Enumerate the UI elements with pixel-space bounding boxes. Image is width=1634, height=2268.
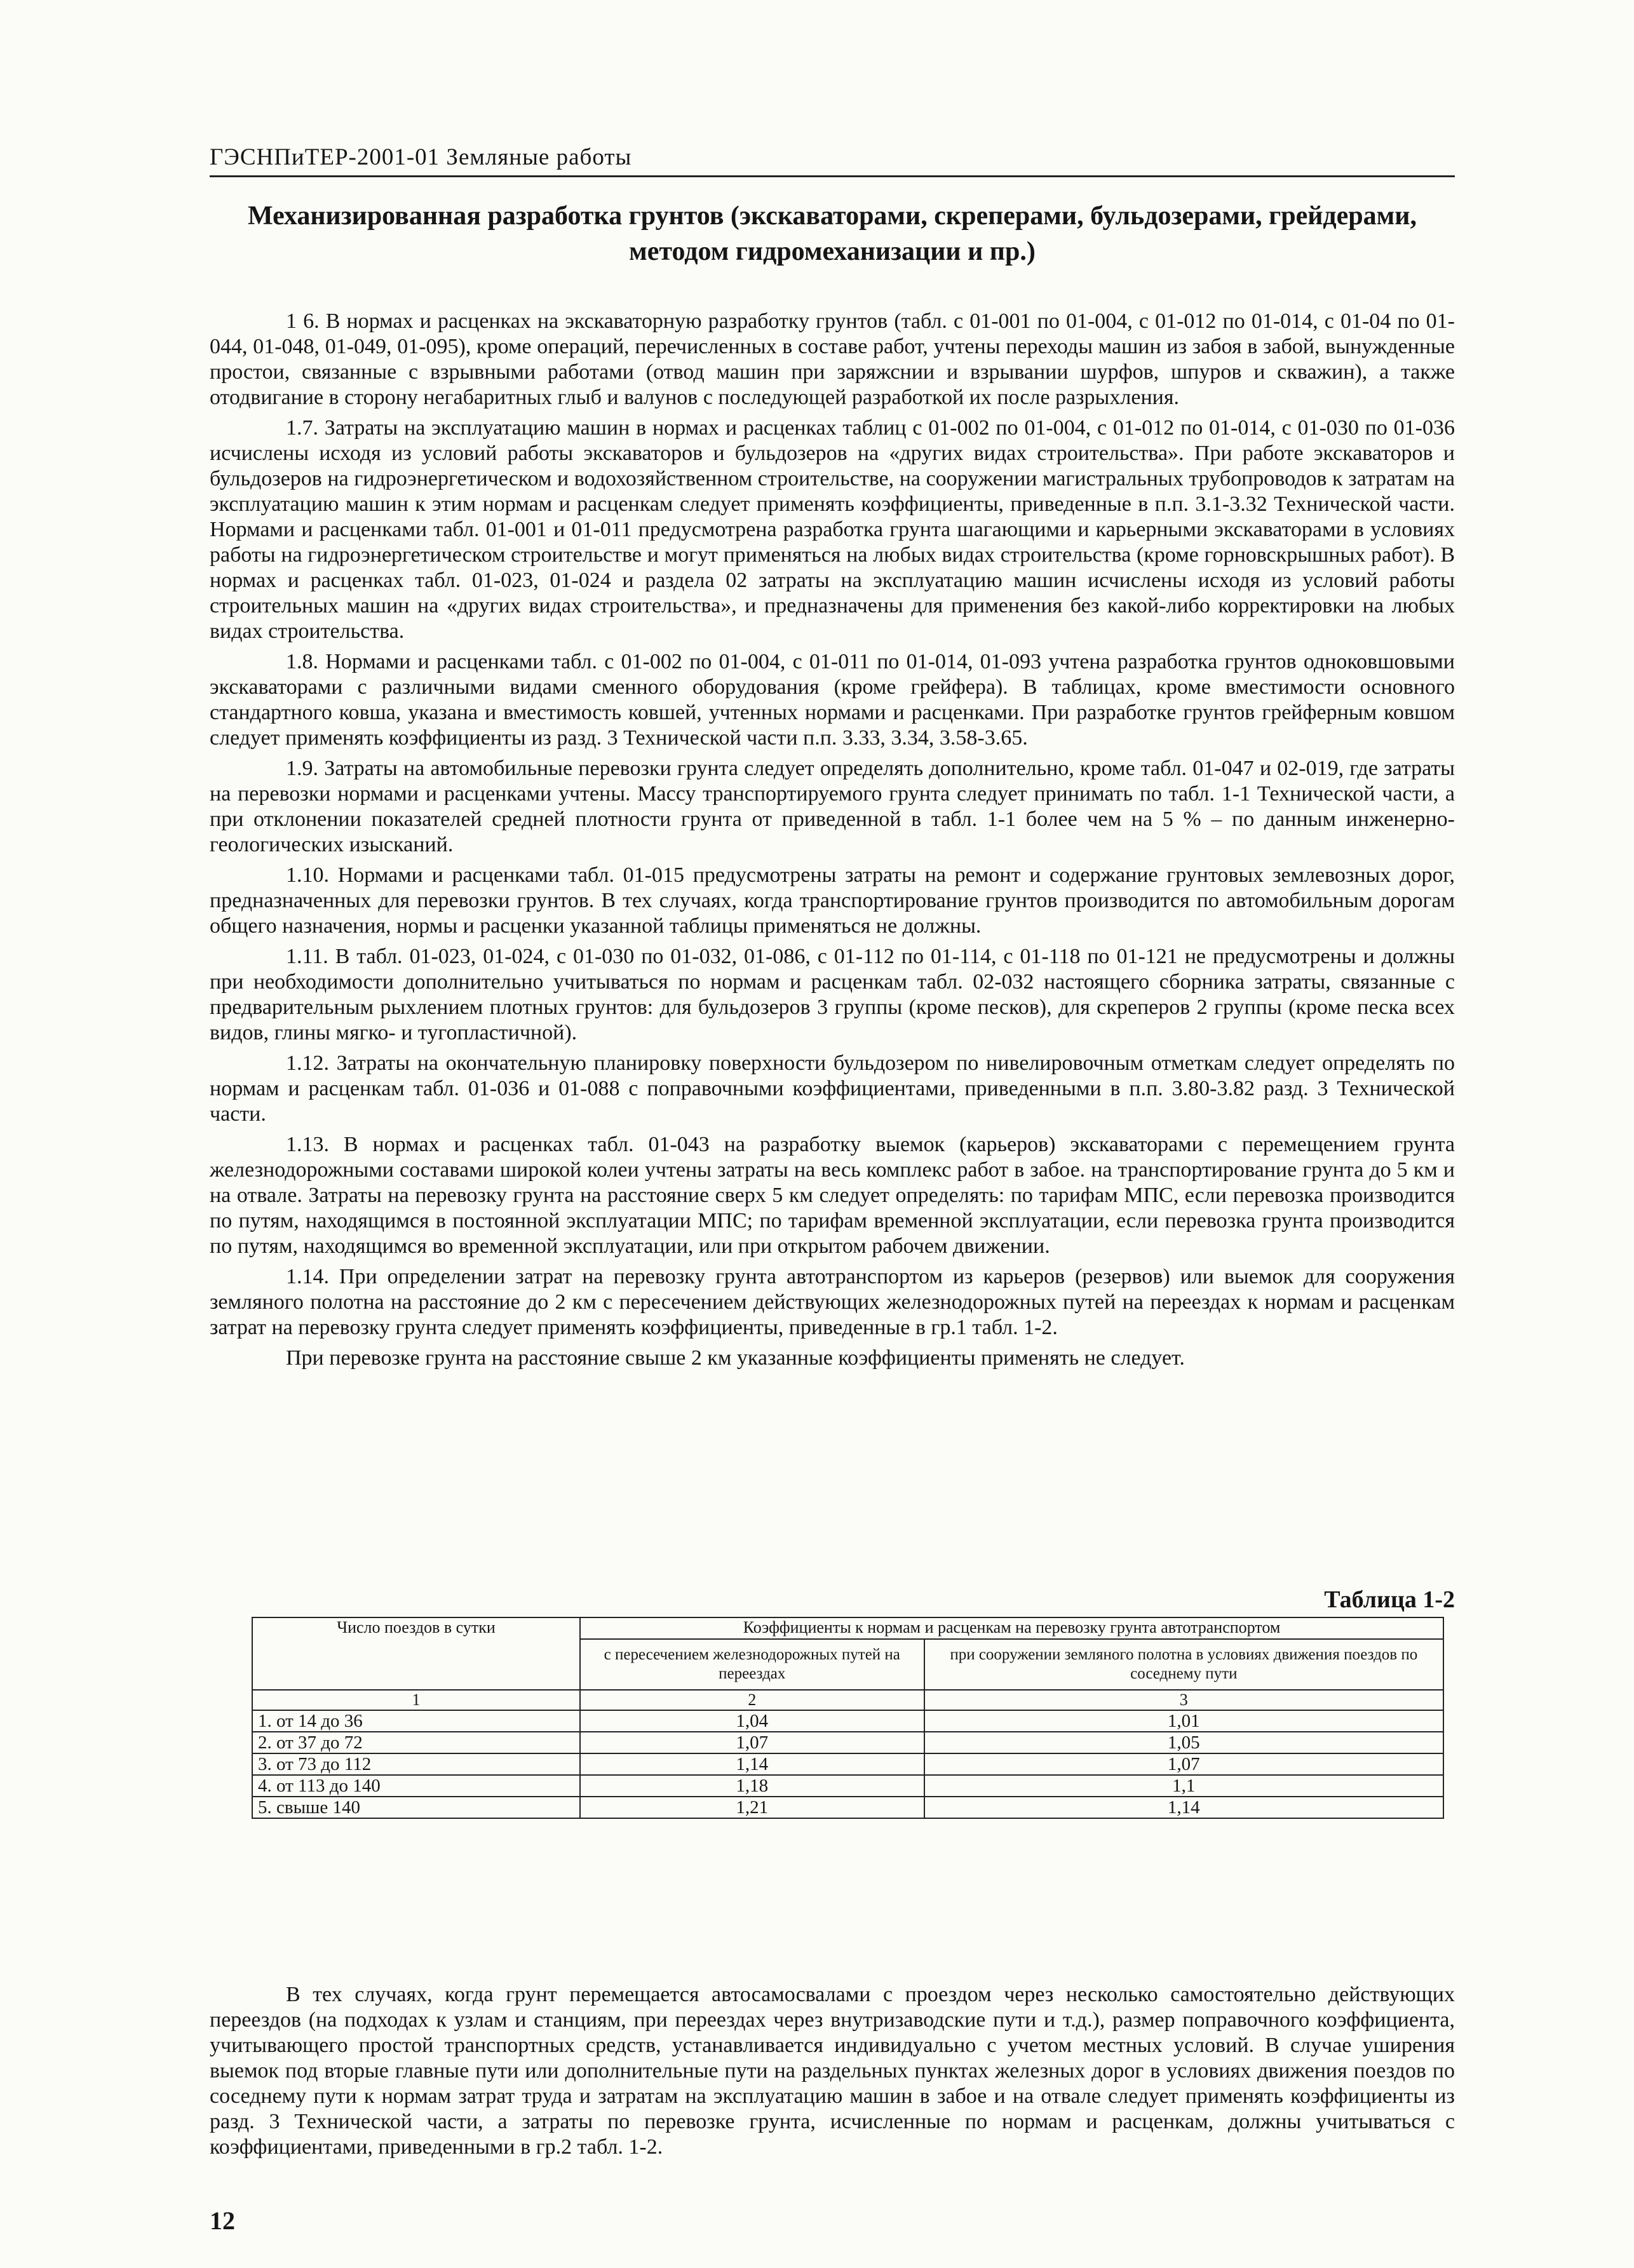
- table-cell-trains: 5. свыше 140: [252, 1797, 580, 1818]
- table-cell-coef-adjacent: 1,07: [924, 1753, 1443, 1775]
- table-cell-coef-crossings: 1,18: [580, 1775, 924, 1797]
- section-title-line-1: Механизированная разработка грунтов (экскаваторами, скреперами, бульдозерами, грейдерами,: [248, 201, 1417, 231]
- table-caption: Таблица 1-2: [1324, 1586, 1455, 1613]
- paragraph-1-10: 1.10. Нормами и расценками табл. 01-015 предусмотрены затраты на ремонт и содержание грунтовых землевозных дорог, предназначенных для перевозки грунтов. В тех случаях, когда транспортирование грунтов производится по автомобильным дорогам общего назначения, нормы и расценки указанной таблицы применяться не должны.: [210, 863, 1455, 938]
- after-table-text: [210, 1982, 1455, 2160]
- table-cell-trains: 1. от 14 до 36: [252, 1710, 580, 1732]
- paragraph-distance-note: При перевозке грунта на расстояние свыше 2 км указанные коэффициенты применять не следует.: [286, 1346, 1185, 1370]
- table-column-number: 2: [580, 1690, 924, 1710]
- table-cell-coef-crossings: 1,04: [580, 1710, 924, 1732]
- table-column-numbers: [252, 1690, 1443, 1710]
- paragraph-several-crossings: В тех случаях, когда грунт перемещается автосамосвалами с проездом через несколько самостоятельно действующих переездов (на подходах к узлам и станциям, при переездах через внутризаводские пути и т.д.), размер поправочного коэффициента, учитывающего простой транспортных средств, устанавливается индивидуально с учетом местных условий. В случае уширения выемок под вторые главные пути или дополнительные пути на раздельных пунктах железных дорог в условиях движения поездов по соседнему пути к нормам затрат труда и затратам на эксплуатацию машин в забое и на отвале следует применять коэффициенты из разд. 3 Технической части, а затраты по перевозке грунта, исчисленные по нормам и расценкам, должны учитываться с коэффициентами, приведенными в гр.2 табл. 1-2.: [210, 1983, 1455, 2159]
- paragraph-1-12: 1.12. Затраты на окончательную планировку поверхности бульдозером по нивелировочным отметкам следует определять по нормам и расценкам табл. 01-036 и 01-088 с поправочными коэффициентами, приведенными в п.п. 3.80-3.82 разд. 3 Технической части.: [210, 1051, 1455, 1126]
- table-subheader-adjacent-track: при сооружении земляного полотна в условиях движения поездов по соседнему пути: [924, 1639, 1443, 1690]
- paragraph-1-14: 1.14. При определении затрат на перевозку грунта автотранспортом из карьеров (резервов) или выемок для сооружения земляного полотна на расстояние до 2 км с пересечением действующих железнодорожных путей на переездах к нормам и расценкам затрат на перевозку грунта следует применять коэффициенты, приведенные в гр.1 табл. 1-2.: [210, 1265, 1455, 1339]
- table-column-number: 1: [252, 1690, 580, 1710]
- table-subheader-crossings: с пересечением железнодорожных путей на переездах: [580, 1639, 924, 1690]
- table-cell-trains: 3. от 73 до 112: [252, 1753, 580, 1775]
- table-cell-coef-adjacent: 1,1: [924, 1775, 1443, 1797]
- table-header-trains-per-day: Число поездов в сутки: [252, 1617, 580, 1690]
- table-cell-trains: 2. от 37 до 72: [252, 1732, 580, 1753]
- table-row: [252, 1732, 1443, 1753]
- paragraph-1-6: 1 6. В нормах и расценках на экскаваторную разработку грунтов (табл. с 01-001 по 01-004, с 01-012 по 01-014, с 01-04 по 01-044, 01-048, 01-049, 01-095), кроме операций, перечисленных в составе работ, учтены переходы машин из забоя в забой, вынужденные простои, связанные с взрывными работами (отвод машин при заряжснии и взрывании шурфов, шпуров и скважин), а также отодвигание в сторону негабаритных глыб и валунов с последующей разработкой их после разрыхления.: [210, 309, 1455, 409]
- table-row: [252, 1753, 1443, 1775]
- paragraph-1-8: 1.8. Нормами и расценками табл. с 01-002 по 01-004, с 01-011 по 01-014, 01-093 учтена разработка грунтов одноковшовыми экскаваторами с различными видами сменного оборудования (кроме грейфера). В таблицах, кроме вместимости основного стандартного ковша, указана и вместимость ковшей, учтенных нормами и расценками. При разработке грунтов грейферным ковшом следует применять коэффициенты из разд. 3 Технической части п.п. 3.33, 3.34, 3.58-3.65.: [210, 650, 1455, 750]
- running-header: ГЭСНПиТЕР-2001-01 Земляные работы: [210, 144, 632, 170]
- paragraph-1-11: 1.11. В табл. 01-023, 01-024, с 01-030 по 01-032, 01-086, с 01-112 по 01-114, с 01-118 по 01-121 не предусмотрены и должны при необходимости дополнительно учитываться по нормам и расценкам табл. 02-032 настоящего сборника затраты, связанные с предварительным рыхлением плотных грунтов: для бульдозеров 3 группы (кроме песков), для скреперов 2 группы (кроме песка всех видов, глины мягко- и тугопластичной).: [210, 945, 1455, 1044]
- page-number: 12: [210, 2206, 235, 2235]
- paragraph-1-13: 1.13. В нормах и расценках табл. 01-043 на разработку выемок (карьеров) экскаваторами с перемещением грунта железнодорожными составами широкой колеи учтены затраты на весь комплекс работ в забое. на транспортирование грунта до 5 км и на отвале. Затраты на перевозку грунта на расстояние сверх 5 км следует определять: по тарифам МПС, если перевозка производится по путям, находящимся в постоянной эксплуатации МПС; по тарифам временной эксплуатации, если перевозка грунта производится по путям, находящимся во временной эксплуатации, или при открытом рабочем движении.: [210, 1133, 1455, 1258]
- header-divider: [210, 175, 1455, 177]
- section-title: [210, 198, 1455, 269]
- table-column-number: 3: [924, 1690, 1443, 1710]
- table-row: [252, 1797, 1443, 1818]
- table-cell-coef-adjacent: 1,01: [924, 1710, 1443, 1732]
- coefficients-table: [252, 1617, 1444, 1819]
- table-header-coefficients: Коэффициенты к нормам и расценкам на перевозку грунта автотранспортом: [580, 1617, 1443, 1639]
- table-cell-coef-adjacent: 1,14: [924, 1797, 1443, 1818]
- paragraph-1-7: 1.7. Затраты на эксплуатацию машин в нормах и расценках таблиц с 01-002 по 01-004, с 01-012 по 01-014, с 01-030 по 01-036 исчислены исходя из условий работы экскаваторов и бульдозеров на «других видах строительства». При работе экскаваторов и бульдозеров на гидроэнергетическом и водохозяйственном строительстве, на сооружении магистральных трубопроводов к затратам на эксплуатацию машин к этим нормам и расценкам следует применять коэффициенты, приведенные в п.п. 3.1-3.32 Технической части. Нормами и расценками табл. 01-001 и 01-011 предусмотрена разработка грунта шагающими и карьерными экскаваторами в условиях работы на гидроэнергетическом строительстве и могут применяться на любых видах строительства (кроме горновскрышных работ). В нормах и расценках табл. 01-023, 01-024 и раздела 02 затраты на эксплуатацию машин исчислены исходя из условий работы строительных машин на «других видах строительства», и предназначены для применения без какой-либо корректировки на любых видах строительства.: [210, 416, 1455, 643]
- table-cell-coef-adjacent: 1,05: [924, 1732, 1443, 1753]
- table-row: [252, 1775, 1443, 1797]
- section-title-line-2: методом гидромеханизации и пр.): [629, 237, 1036, 266]
- table-cell-coef-crossings: 1,14: [580, 1753, 924, 1775]
- table-row: [252, 1710, 1443, 1732]
- table-cell-coef-crossings: 1,07: [580, 1732, 924, 1753]
- table-cell-coef-crossings: 1,21: [580, 1797, 924, 1818]
- body-text: [210, 309, 1455, 1376]
- table-cell-trains: 4. от 113 до 140: [252, 1775, 580, 1797]
- paragraph-1-9: 1.9. Затраты на автомобильные перевозки грунта следует определять дополнительно, кроме табл. 01-047 и 02-019, где затраты на перевозки нормами и расценками учтены. Массу транспортируемого грунта следует принимать по табл. 1-1 Технической части, а при отклонении показателей средней плотности грунта от приведенной в табл. 1-1 более чем на 5 % – по данным инженерно-геологических изысканий.: [210, 757, 1455, 856]
